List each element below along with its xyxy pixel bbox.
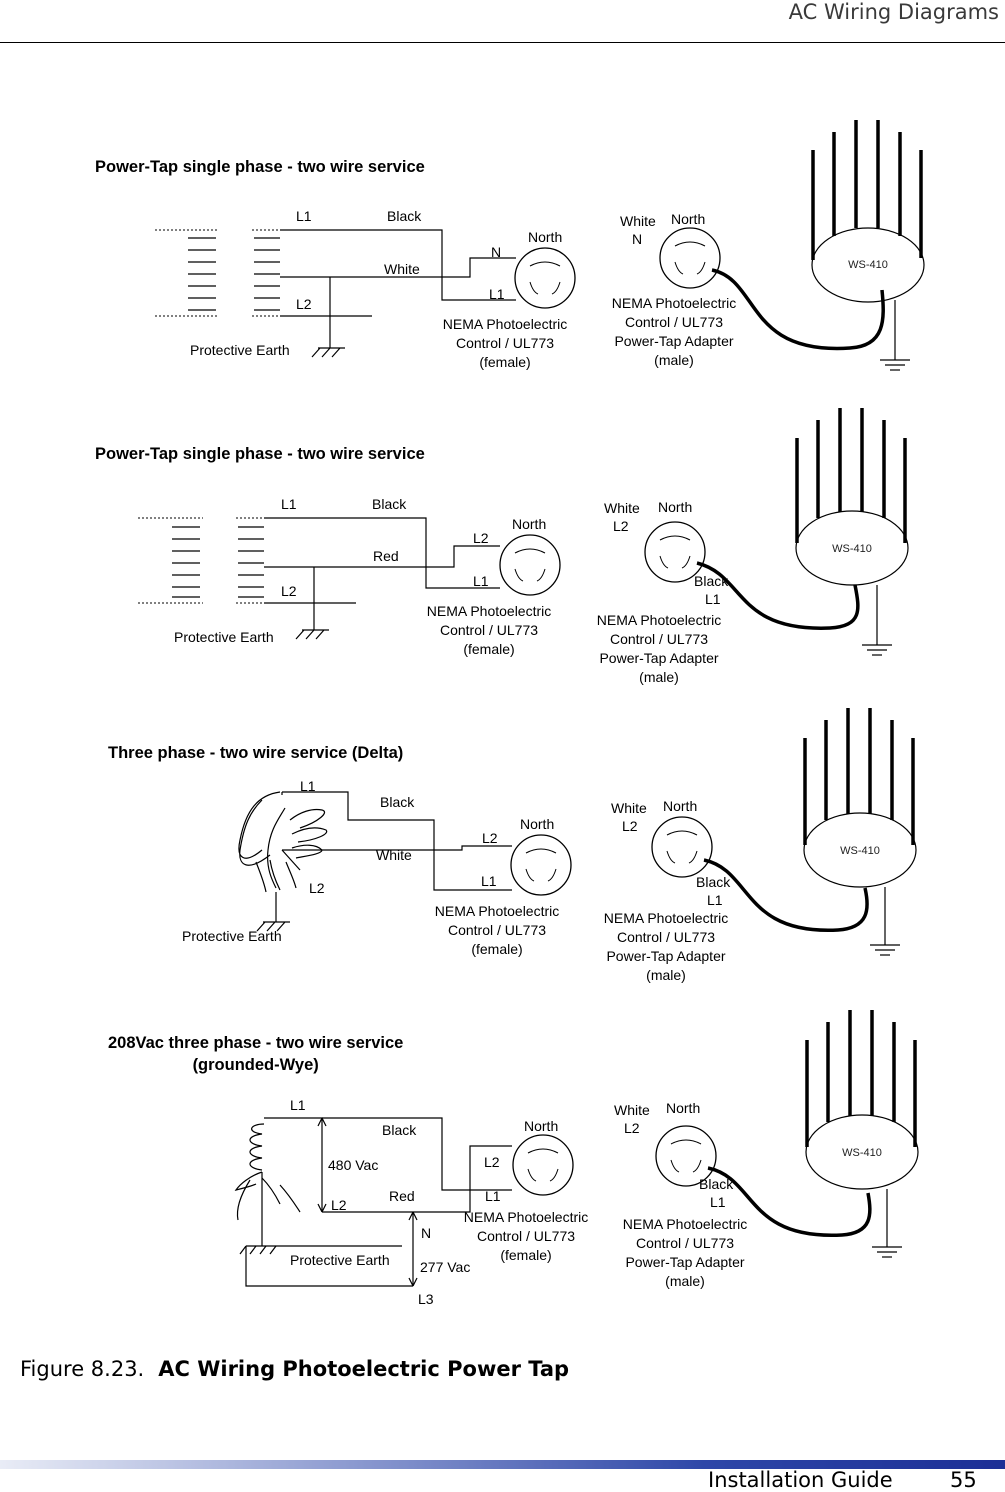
- caption-line: (male): [639, 669, 679, 685]
- diagram-title: Power-Tap single phase - two wire service: [95, 445, 425, 463]
- title-line: 208Vac three phase - two wire service: [108, 1034, 404, 1052]
- female-caption: [443, 315, 568, 372]
- caption-line: (female): [463, 641, 515, 657]
- caption-line: Control / UL773: [624, 314, 724, 330]
- label-l2: L2: [309, 880, 325, 896]
- caption-line: NEMA Photoelectric: [442, 316, 568, 332]
- male-pin-bot: L1: [705, 591, 721, 607]
- wire-label-mid: Red: [389, 1188, 415, 1204]
- female-north-label: North: [512, 516, 547, 532]
- label-l1: L1: [300, 778, 316, 794]
- female-north-label: North: [520, 816, 555, 832]
- wire-label-top: Black: [380, 794, 415, 810]
- caption-line: (male): [646, 967, 686, 983]
- voltage-480: 480 Vac: [328, 1157, 379, 1173]
- male-color-top: White: [604, 500, 640, 516]
- caption-line: Control / UL773: [609, 631, 709, 647]
- female-pin-a: N: [491, 244, 502, 260]
- female-caption: [435, 902, 560, 959]
- protective-earth-label: Protective Earth: [190, 342, 290, 358]
- male-pin-top: L2: [624, 1120, 640, 1136]
- label-l1: L1: [290, 1097, 306, 1113]
- male-color-bot: Black: [694, 573, 729, 589]
- female-pin-b: L1: [489, 286, 505, 302]
- caption-line: NEMA Photoelectric: [611, 295, 737, 311]
- header-rule: [0, 42, 1005, 43]
- male-pin-top: L2: [613, 518, 629, 534]
- male-pin-bot: L1: [707, 892, 723, 908]
- label-l2: L2: [281, 583, 297, 599]
- caption-line: NEMA Photoelectric: [596, 612, 722, 628]
- female-pin-b: L1: [485, 1188, 501, 1204]
- caption-line: Power-Tap Adapter: [614, 333, 734, 349]
- caption-line: (male): [654, 352, 694, 368]
- diagram-three-phase-delta: [0, 700, 1005, 1000]
- female-caption: [464, 1208, 589, 1265]
- male-pin-bot: L1: [710, 1194, 726, 1210]
- caption-line: (female): [471, 941, 523, 957]
- female-north-label: North: [528, 229, 563, 245]
- label-l1: L1: [296, 208, 312, 224]
- caption-line: Power-Tap Adapter: [599, 650, 719, 666]
- label-l2: L2: [296, 296, 312, 312]
- caption-line: Control / UL773: [439, 622, 539, 638]
- label-l1: L1: [281, 496, 297, 512]
- diagram-title: Three phase - two wire service (Delta): [108, 744, 404, 762]
- male-pin-top: L2: [622, 818, 638, 834]
- label-l3: L3: [418, 1291, 434, 1307]
- male-color-bot: Black: [696, 874, 731, 890]
- male-color-top: White: [620, 213, 656, 229]
- figure-title: AC Wiring Photoelectric Power Tap: [158, 1357, 570, 1381]
- male-color-bot: Black: [699, 1176, 734, 1192]
- caption-line: Control / UL773: [476, 1228, 576, 1244]
- female-north-label: North: [524, 1118, 559, 1134]
- male-north-label: North: [666, 1100, 701, 1116]
- caption-line: NEMA Photoelectric: [622, 1216, 748, 1232]
- protective-earth-label: Protective Earth: [174, 629, 274, 645]
- male-caption: [623, 1215, 748, 1291]
- male-caption: [597, 611, 722, 687]
- wire-label-top: Black: [382, 1122, 417, 1138]
- male-pin-top: N: [632, 231, 643, 247]
- label-n: N: [421, 1225, 432, 1241]
- caption-line: Power-Tap Adapter: [625, 1254, 745, 1270]
- diagram-title: [108, 1032, 403, 1076]
- male-north-label: North: [663, 798, 698, 814]
- wire-label-mid: Red: [373, 548, 399, 564]
- caption-line: (female): [500, 1247, 552, 1263]
- female-caption: [427, 602, 552, 659]
- diagram-title: Power-Tap single phase - two wire service: [95, 158, 425, 176]
- voltage-277: 277 Vac: [420, 1259, 471, 1275]
- male-north-label: North: [671, 211, 706, 227]
- female-pin-a: L2: [484, 1154, 500, 1170]
- ws410-unit-label: WS-410: [840, 845, 880, 857]
- ws410-unit-label: WS-410: [832, 543, 872, 555]
- male-caption: [604, 909, 729, 985]
- female-pin-b: L1: [481, 873, 497, 889]
- title-line: (grounded-Wye): [192, 1056, 319, 1074]
- male-color-top: White: [614, 1102, 650, 1118]
- diagram-single-phase-1: [0, 110, 1005, 400]
- diagram-208vac-wye: [0, 1000, 1005, 1320]
- wire-label-top: Black: [387, 208, 422, 224]
- caption-line: (female): [479, 354, 531, 370]
- caption-line: (male): [665, 1273, 705, 1289]
- caption-line: Power-Tap Adapter: [606, 948, 726, 964]
- caption-line: Control / UL773: [635, 1235, 735, 1251]
- ws410-unit-label: WS-410: [848, 259, 888, 271]
- figure-number: Figure 8.23.: [20, 1357, 145, 1381]
- male-color-top: White: [611, 800, 647, 816]
- diagram-single-phase-2: [0, 400, 1005, 700]
- protective-earth-label: Protective Earth: [290, 1252, 390, 1268]
- caption-line: Control / UL773: [616, 929, 716, 945]
- header-title: AC Wiring Diagrams: [788, 0, 999, 24]
- footer-page-number: 55: [950, 1468, 977, 1492]
- caption-line: Control / UL773: [455, 335, 555, 351]
- female-pin-b: L1: [473, 573, 489, 589]
- wire-label-top: Black: [372, 496, 407, 512]
- label-l2: L2: [331, 1197, 347, 1213]
- wire-label-mid: White: [376, 847, 412, 863]
- protective-earth-label: Protective Earth: [182, 928, 282, 944]
- caption-line: NEMA Photoelectric: [426, 603, 552, 619]
- caption-line: NEMA Photoelectric: [463, 1209, 589, 1225]
- wire-label-mid: White: [384, 261, 420, 277]
- figure-caption: [20, 1357, 569, 1381]
- female-pin-a: L2: [473, 530, 489, 546]
- caption-line: Control / UL773: [447, 922, 547, 938]
- footer-guide-name: Installation Guide: [708, 1468, 893, 1492]
- ws410-unit-label: WS-410: [842, 1147, 882, 1159]
- caption-line: NEMA Photoelectric: [434, 903, 560, 919]
- male-caption: [612, 294, 737, 370]
- female-pin-a: L2: [482, 830, 498, 846]
- male-north-label: North: [658, 499, 693, 515]
- caption-line: NEMA Photoelectric: [603, 910, 729, 926]
